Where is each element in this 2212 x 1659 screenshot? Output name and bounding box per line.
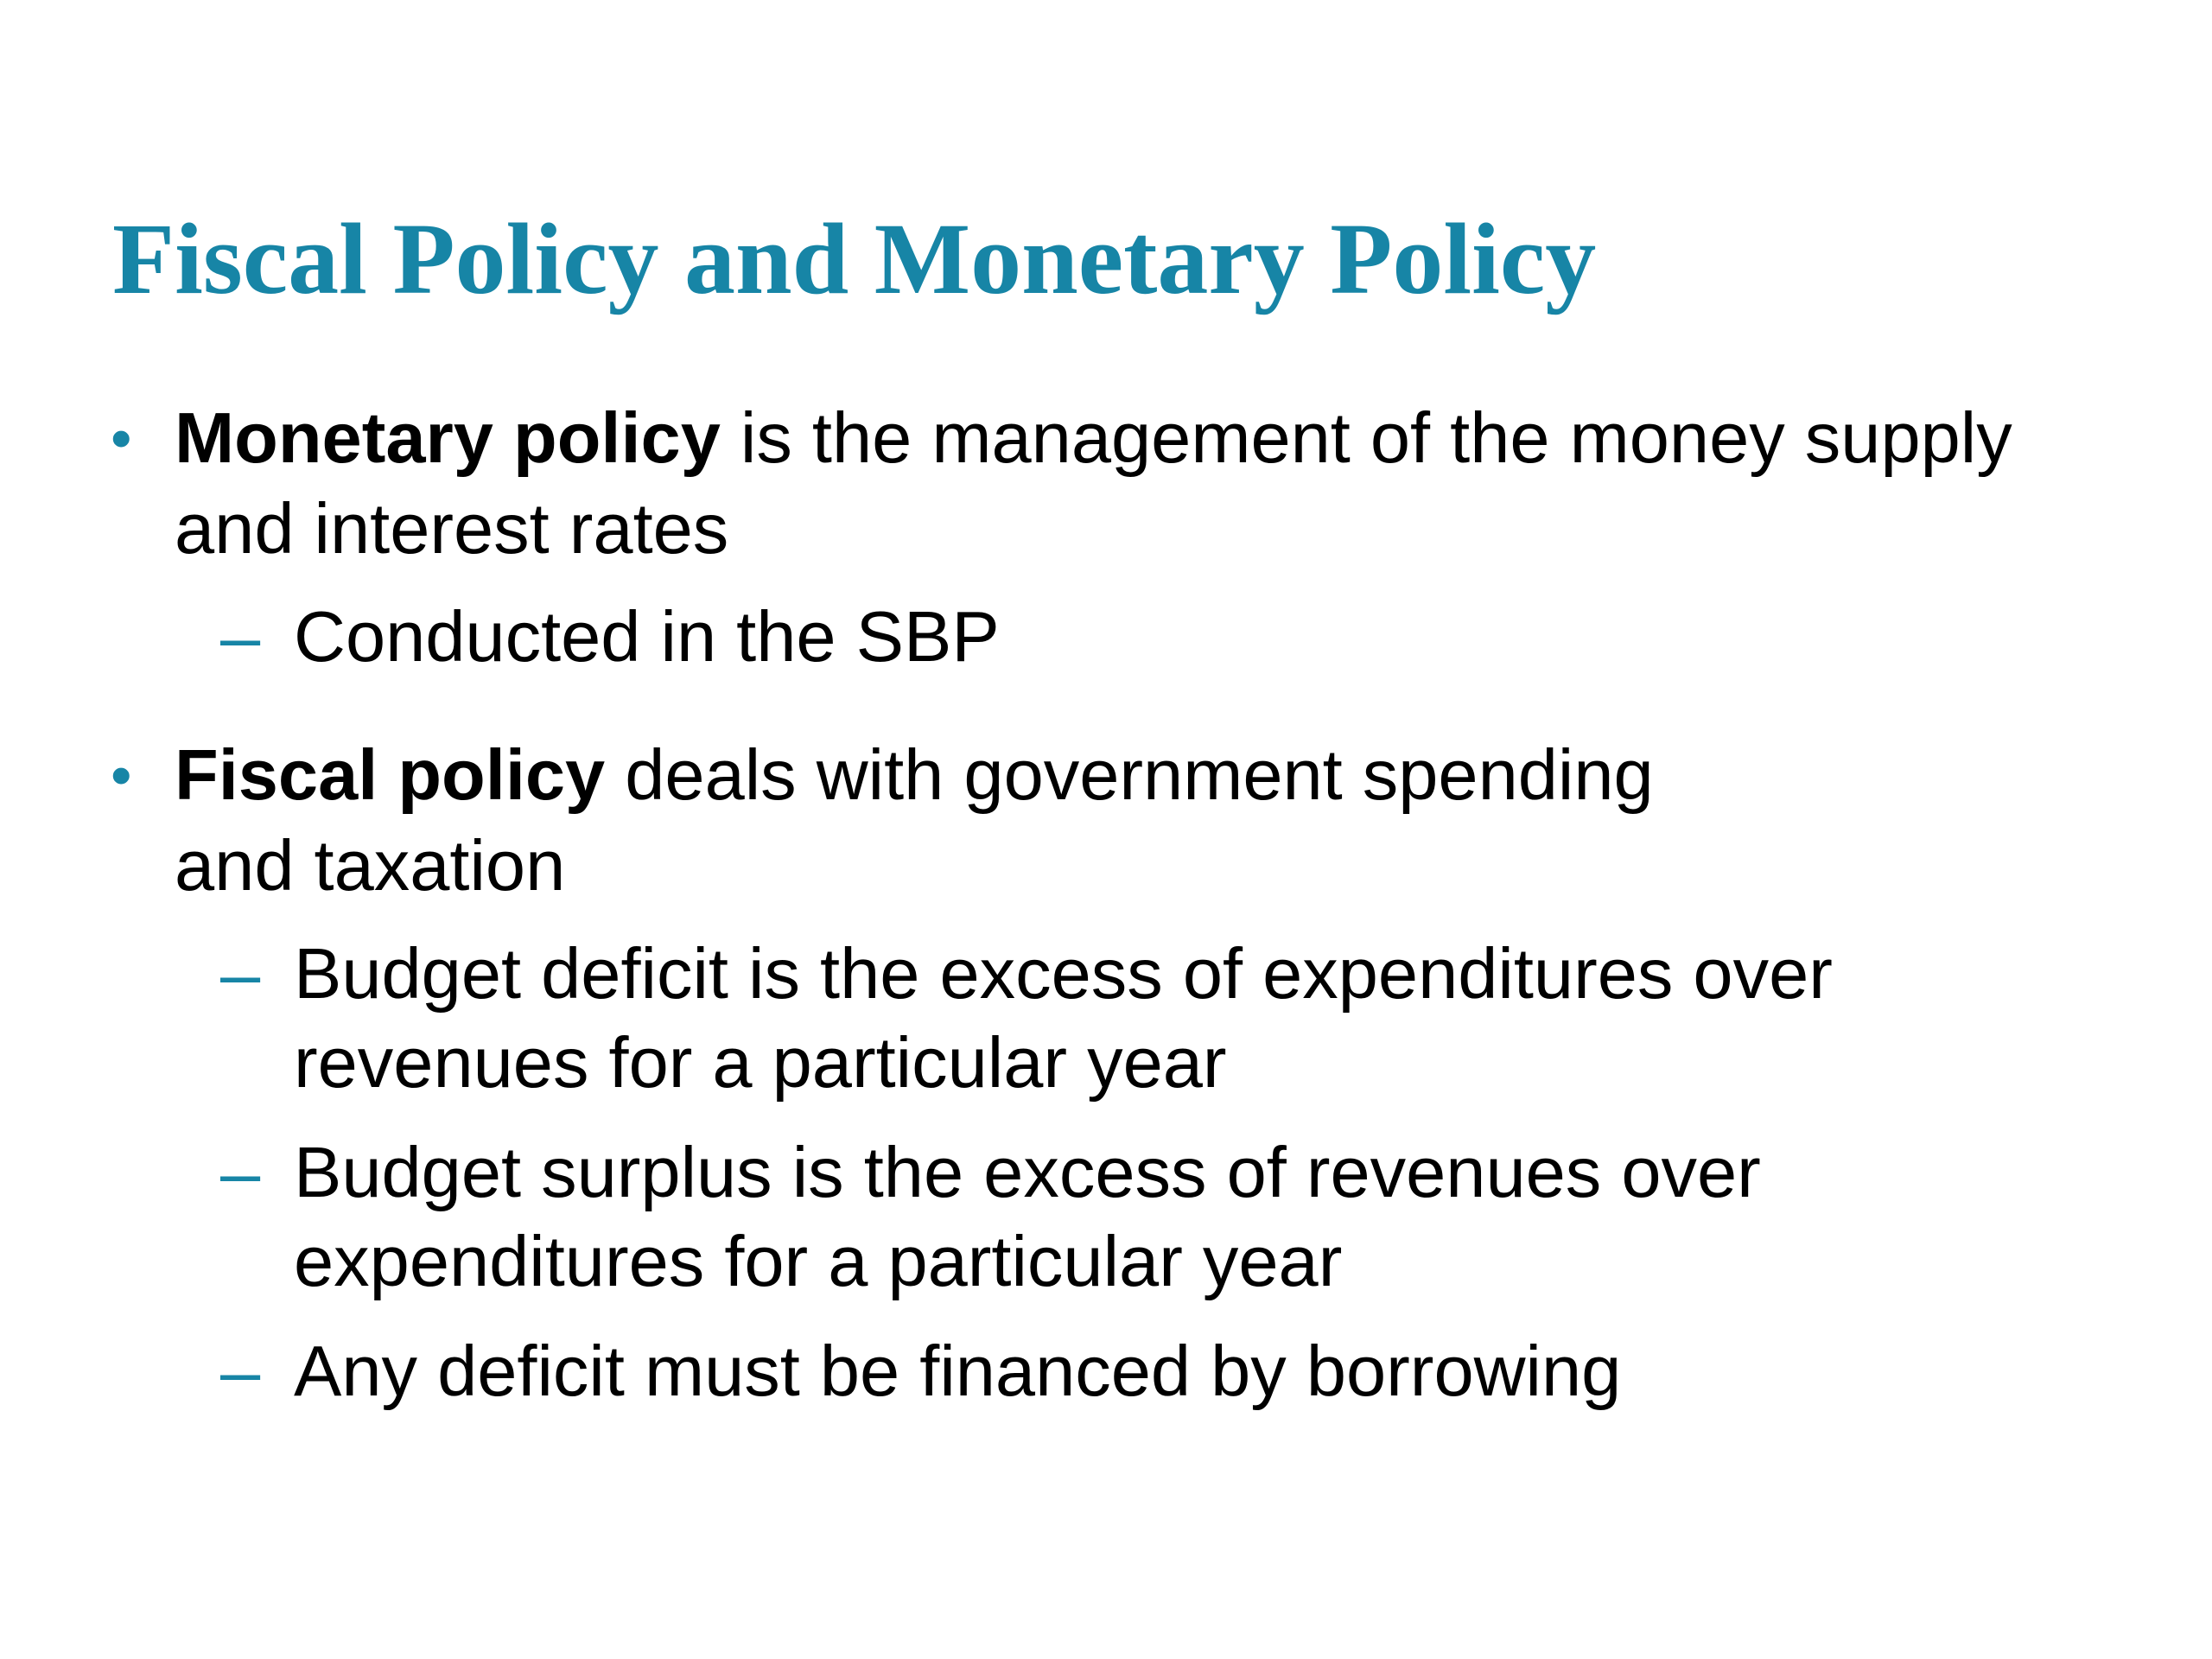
subitem-deficit-line-2: revenues for a particular year — [294, 1022, 1227, 1103]
subitem-surplus-line-1: Budget surplus is the excess of revenues over — [294, 1132, 1761, 1212]
subitem-surplus-line-2: expenditures for a particular year — [294, 1221, 1343, 1301]
bullet-text: deals with government spending — [605, 734, 1654, 815]
bullet-fiscal-line-2: and taxation — [175, 825, 566, 906]
bullet-term-fiscal: Fiscal policy — [175, 734, 606, 815]
bullet-marker: • — [111, 741, 132, 809]
bullet-marker: • — [111, 404, 132, 472]
dash-marker: – — [220, 933, 261, 1014]
subitem-borrowing: Any deficit must be financed by borrowing — [294, 1331, 1622, 1411]
dash-marker: – — [220, 1132, 261, 1212]
slide-title: Fiscal Policy and Monetary Policy — [112, 202, 1597, 315]
bullet-text: is the management of the money supply — [720, 397, 2012, 478]
dash-marker: – — [220, 1331, 261, 1411]
bullet-monetary-line-2: and interest rates — [175, 488, 729, 569]
subitem-deficit-line-1: Budget deficit is the excess of expenditures over — [294, 933, 1833, 1014]
subitem-sbp: Conducted in the SBP — [294, 596, 1000, 677]
bullet-term-monetary: Monetary policy — [175, 397, 721, 478]
dash-marker: – — [220, 596, 261, 677]
bullet-fiscal-line-1 — [175, 730, 1654, 820]
bullet-monetary-line-1 — [175, 393, 2012, 483]
